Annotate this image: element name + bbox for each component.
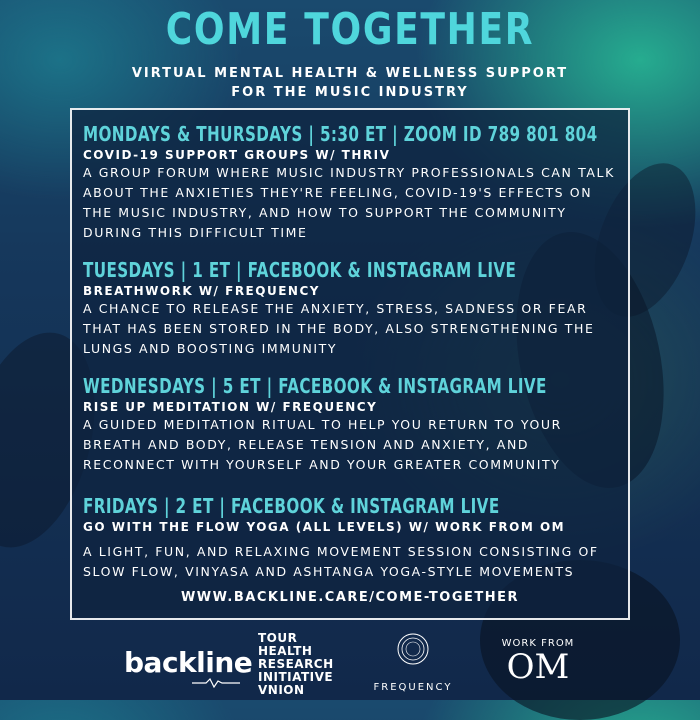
session-tuesday xyxy=(83,258,623,359)
session-description: A GROUP FORUM WHERE MUSIC INDUSTRY PROFESSIONALS CAN TALK ABOUT THE ANXIETIES THEY'RE FEELING, COVID-19'S EFFECTS ON THE MUSIC INDUSTRY, AND HOW TO SUPPORT THE COMMUNITY DURING THIS DIFFICULT TIME xyxy=(83,165,615,240)
backline-wordmark: backline xyxy=(124,646,253,679)
work-from-om-logo xyxy=(496,638,580,685)
session-heading: WEDNESDAYS | 5 ET | FACEBOOK & INSTAGRAM LIVE xyxy=(83,374,547,398)
session-wednesday xyxy=(83,374,623,475)
thriv-logo xyxy=(258,632,334,697)
frequency-ring-icon xyxy=(396,632,430,666)
frequency-wordmark: FREQUENCY xyxy=(373,682,453,693)
wfom-big-text: OM xyxy=(506,647,570,687)
heartbeat-icon xyxy=(192,678,240,688)
thriv-line: HEALTH xyxy=(258,644,313,658)
page-subtitle xyxy=(0,64,700,102)
wfom-small-text: WORK FROM xyxy=(501,638,575,649)
page-title: COME TOGETHER xyxy=(165,4,535,55)
session-heading: FRIDAYS | 2 ET | FACEBOOK & INSTAGRAM LIVE xyxy=(83,494,500,518)
thriv-line: TOUR xyxy=(258,631,298,645)
website-link[interactable]: WWW.BACKLINE.CARE/COME-TOGETHER xyxy=(180,590,520,605)
session-description: A LIGHT, FUN, AND RELAXING MOVEMENT SESSION CONSISTING OF SLOW FLOW, VINYASA AND ASHTANGA YOGA-STYLE MOVEMENTS xyxy=(83,544,599,579)
session-heading: MONDAYS & THURSDAYS | 5:30 ET | ZOOM ID 789 801 804 xyxy=(83,122,598,146)
session-subheading: RISE UP MEDITATION W/ FREQUENCY xyxy=(83,400,378,414)
subtitle-line: VIRTUAL MENTAL HEALTH & WELLNESS SUPPORT xyxy=(131,66,569,81)
thriv-line: RESEARCH xyxy=(258,657,334,671)
session-description: A CHANCE TO RELEASE THE ANXIETY, STRESS, SADNESS OR FEAR THAT HAS BEEN STORED IN THE BODY, ALSO STRENGTHENING THE LUNGS AND BOOSTING IMMUNITY xyxy=(83,301,595,356)
session-heading: TUESDAYS | 1 ET | FACEBOOK & INSTAGRAM LIVE xyxy=(83,258,517,282)
session-subheading: GO WITH THE FLOW YOGA (ALL LEVELS) W/ WORK FROM OM xyxy=(83,520,566,534)
thriv-line: VNION xyxy=(258,683,305,697)
session-subheading: BREATHWORK W/ FREQUENCY xyxy=(83,284,320,298)
frequency-logo xyxy=(368,632,458,693)
subtitle-line: FOR THE MUSIC INDUSTRY xyxy=(231,85,469,100)
sponsor-logos xyxy=(0,628,700,700)
session-description: A GUIDED MEDITATION RITUAL TO HELP YOU RETURN TO YOUR BREATH AND BODY, RELEASE TENSION AND ANXIETY, AND RECONNECT WITH YOURSELF AND YOUR GREATER COMMUNITY xyxy=(83,417,562,472)
session-friday xyxy=(83,494,623,582)
thriv-line: INITIATIVE xyxy=(258,670,334,684)
session-monday-thursday xyxy=(83,122,623,243)
backline-logo xyxy=(124,646,252,679)
session-subheading: COVID-19 SUPPORT GROUPS W/ THRIV xyxy=(83,148,391,162)
